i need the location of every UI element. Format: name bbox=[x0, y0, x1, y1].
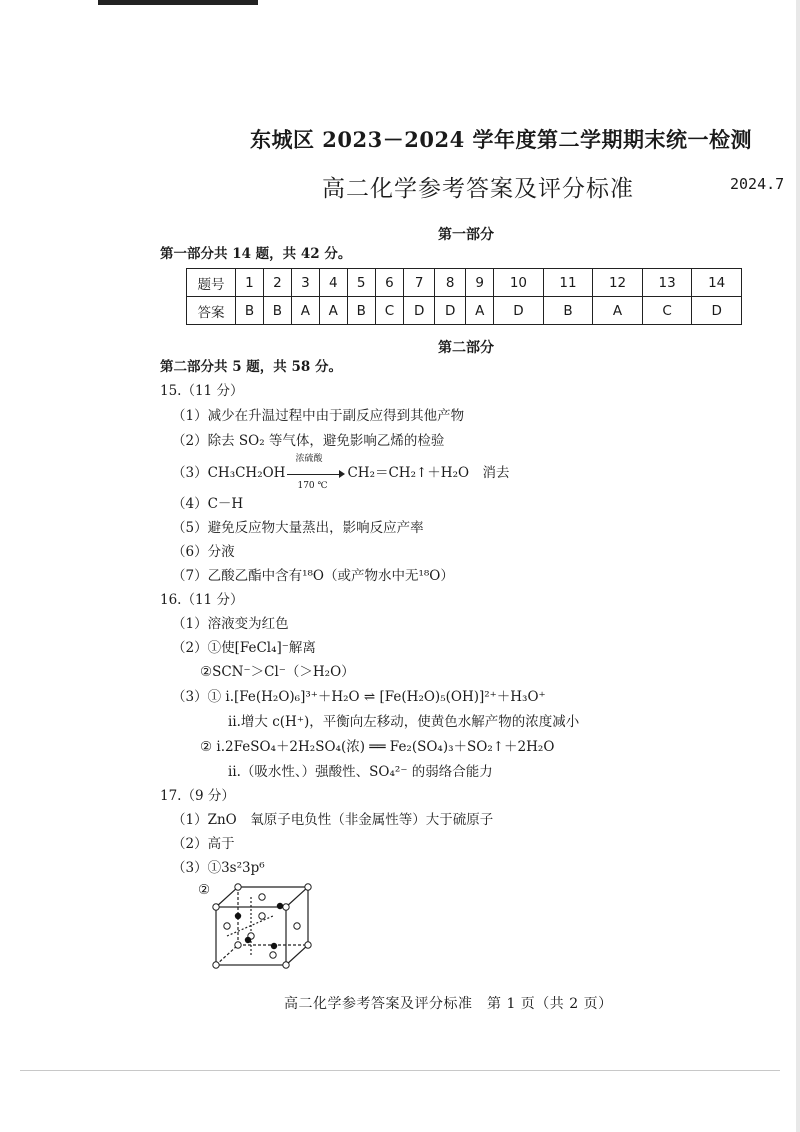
q15-answer-1: （1）减少在升温过程中由于副反应得到其他产物 bbox=[172, 408, 465, 424]
question-number: 3 bbox=[291, 269, 319, 297]
part2-intro: 第二部分共 5 题，共 58 分。 bbox=[160, 359, 342, 375]
q17-answer-2: （2）高于 bbox=[172, 836, 235, 852]
answer-cell: D bbox=[435, 297, 466, 325]
answer-cell: B bbox=[347, 297, 375, 325]
question-row-label: 题号 bbox=[187, 269, 236, 297]
reaction-arrow-icon bbox=[287, 453, 345, 491]
answer-cell: B bbox=[236, 297, 264, 325]
q15-answer-6: （6）分液 bbox=[172, 544, 235, 560]
reaction-condition-bottom: 170 ℃ bbox=[297, 480, 328, 491]
document-subtitle: 高二化学参考答案及评分标准 bbox=[322, 176, 634, 202]
q15-answer-2: （2）除去 SO₂ 等气体，避免影响乙烯的检验 bbox=[172, 433, 445, 449]
answer-cell: D bbox=[494, 297, 544, 325]
question-number: 13 bbox=[642, 269, 692, 297]
answer-cell: D bbox=[404, 297, 435, 325]
question-number: 7 bbox=[404, 269, 435, 297]
q15-answer-5: （5）避免反应物大量蒸出，影响反应产率 bbox=[172, 520, 424, 536]
document-date: 2024.7 bbox=[730, 175, 785, 193]
q17-label: 17.（9 分） bbox=[160, 788, 235, 804]
q16-answer-3-1-i: （3）① ⅰ.[Fe(H₂O)₆]³⁺＋H₂O ⇌ [Fe(H₂O)₅(OH)]²⁺＋H₃O⁺ bbox=[172, 689, 546, 705]
q15-answer-3-reactant: （3）CH₃CH₂OH bbox=[172, 465, 286, 481]
q16-answer-3-1-ii: ⅱ.增大 c(H⁺)，平衡向左移动，使黄色水解产物的浓度减小 bbox=[228, 714, 580, 730]
answer-cell: B bbox=[543, 297, 593, 325]
question-number: 5 bbox=[347, 269, 375, 297]
part1-heading: 第一部分 bbox=[438, 227, 494, 243]
question-number: 1 bbox=[236, 269, 264, 297]
q16-answer-3-2-i: ② ⅰ.2FeSO₄＋2H₂SO₄(浓) ══ Fe₂(SO₄)₃＋SO₂↑＋2H₂O bbox=[200, 739, 555, 755]
scan-bottom-line bbox=[20, 1070, 780, 1071]
question-number: 12 bbox=[593, 269, 643, 297]
answer-cell: C bbox=[642, 297, 692, 325]
answer-cell: D bbox=[692, 297, 742, 325]
q17-answer-3-1: （3）①3s²3p⁶ bbox=[172, 860, 265, 876]
q16-label: 16.（11 分） bbox=[160, 592, 244, 608]
q15-answer-3 bbox=[172, 453, 510, 491]
answer-cell: A bbox=[593, 297, 643, 325]
question-number: 8 bbox=[435, 269, 466, 297]
question-number: 4 bbox=[319, 269, 347, 297]
part1-intro: 第一部分共 14 题，共 42 分。 bbox=[160, 246, 352, 262]
q15-label: 15.（11 分） bbox=[160, 383, 244, 399]
q16-answer-1: （1）溶液变为红色 bbox=[172, 616, 289, 632]
page-footer: 高二化学参考答案及评分标准 第 1 页（共 2 页） bbox=[284, 996, 613, 1012]
document-title: 东城区 2023－2024 学年度第二学期期末统一检测 bbox=[250, 127, 753, 152]
crystal-structure-diagram bbox=[196, 880, 316, 972]
question-number: 10 bbox=[494, 269, 544, 297]
answer-table bbox=[186, 268, 742, 325]
question-number: 11 bbox=[543, 269, 593, 297]
q15-answer-3-product: CH₂＝CH₂↑＋H₂O 消去 bbox=[347, 465, 510, 481]
answer-row-label: 答案 bbox=[187, 297, 236, 325]
q17-answer-1: （1）ZnO 氧原子电负性（非金属性等）大于硫原子 bbox=[172, 812, 494, 828]
scan-right-edge bbox=[796, 0, 800, 1132]
answer-cell: A bbox=[466, 297, 494, 325]
question-number-row bbox=[187, 269, 742, 297]
reaction-condition-top: 浓硫酸 bbox=[295, 453, 323, 464]
answer-cell: A bbox=[319, 297, 347, 325]
answer-cell: A bbox=[291, 297, 319, 325]
q16-answer-3-2-ii: ⅱ.（吸水性、）强酸性、SO₄²⁻ 的弱络合能力 bbox=[228, 764, 493, 780]
question-number: 6 bbox=[375, 269, 403, 297]
question-number: 2 bbox=[263, 269, 291, 297]
answer-cell: B bbox=[263, 297, 291, 325]
q15-answer-4: （4）C－H bbox=[172, 496, 244, 512]
answer-cell: C bbox=[375, 297, 403, 325]
part2-heading: 第二部分 bbox=[438, 340, 494, 356]
q16-answer-2-2: ②SCN⁻＞Cl⁻（＞H₂O） bbox=[200, 664, 355, 680]
question-number: 14 bbox=[692, 269, 742, 297]
scan-top-mark bbox=[98, 0, 258, 5]
q15-answer-7: （7）乙酸乙酯中含有¹⁸O（或产物水中无¹⁸O） bbox=[172, 568, 454, 584]
q16-answer-2-1: （2）①使[FeCl₄]⁻解离 bbox=[172, 640, 316, 656]
question-number: 9 bbox=[466, 269, 494, 297]
answer-row bbox=[187, 297, 742, 325]
q17-answer-3-2-marker: ② bbox=[198, 882, 211, 898]
